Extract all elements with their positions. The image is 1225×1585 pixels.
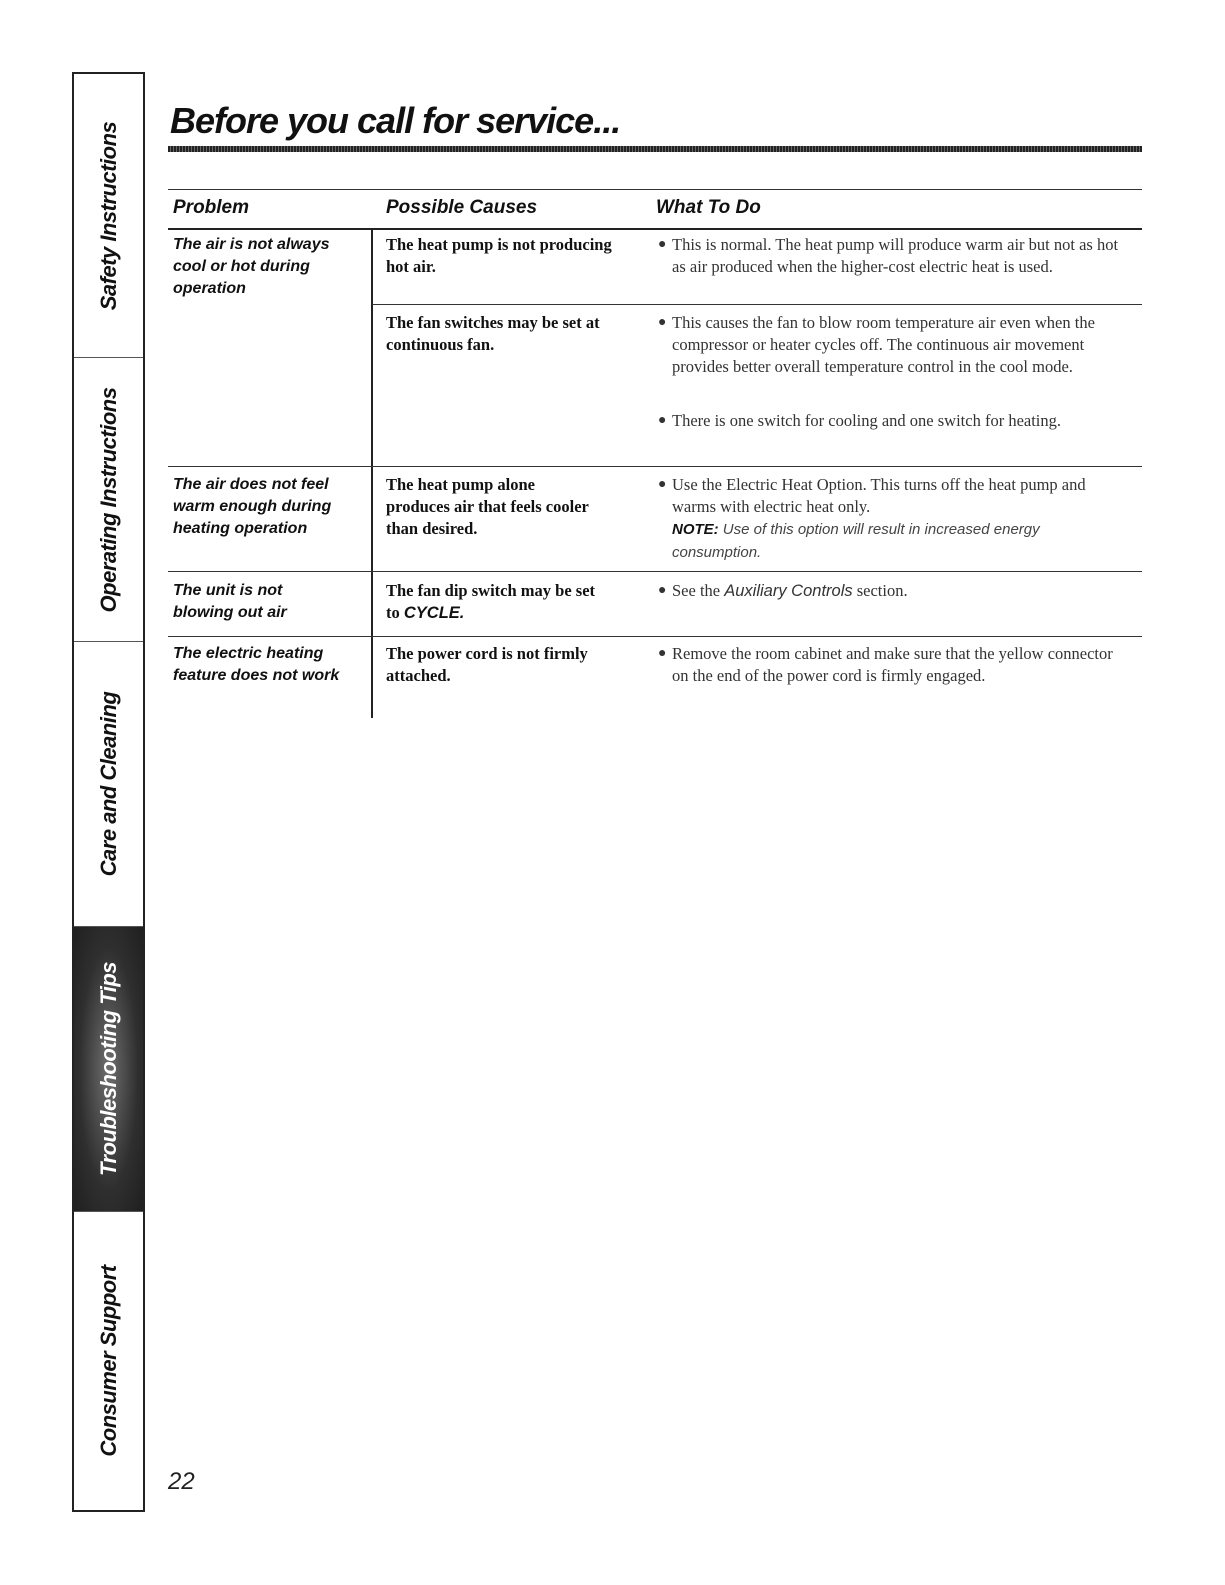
- table-top-rule: [168, 189, 1142, 190]
- cause-text: The power cord is not firmly attached.: [386, 644, 588, 685]
- row-divider: [168, 636, 1142, 637]
- bullet-icon: ●: [658, 237, 667, 252]
- tab-care-and-cleaning[interactable]: [74, 642, 143, 927]
- note-text: Use of this option will result in increased energy consumption.: [672, 521, 1040, 561]
- row-divider: [168, 466, 1142, 467]
- todo-item: [658, 410, 1098, 432]
- bullet-icon: ●: [658, 646, 667, 661]
- tab-label: Troubleshooting Tips: [95, 961, 121, 1177]
- todo-text: Use the Electric Heat Option. This turns off the heat pump and warms with electric heat only.: [672, 475, 1086, 516]
- tab-label: Care and Cleaning: [95, 691, 121, 877]
- column-header-causes: Possible Causes: [386, 197, 538, 218]
- auxiliary-controls-reference: Auxiliary Controls: [724, 582, 853, 600]
- todo-item: [658, 474, 1128, 564]
- tab-label: Consumer Support: [95, 1265, 121, 1457]
- row-divider: [168, 571, 1142, 572]
- tab-label: Operating Instructions: [95, 387, 121, 612]
- todo-item: [658, 643, 1118, 687]
- todo-text: This is normal. The heat pump will produce warm air but not as hot as air produced when the higher-cost electric heat is used.: [672, 235, 1119, 276]
- tab-label: Safety Instructions: [95, 121, 121, 310]
- tab-operating-instructions[interactable]: [74, 358, 143, 642]
- bullet-icon: ●: [658, 413, 667, 428]
- header-rule: [168, 228, 1142, 230]
- todo-text: This causes the fan to blow room temperature air even when the compressor or heater cycles off. The continuous air movement provides better overall temperature control in the cool mode.: [672, 313, 1095, 376]
- cause-text: The fan switches may be set at continuous fan.: [386, 313, 600, 354]
- todo-item: [658, 234, 1128, 278]
- section-tabs: [72, 72, 145, 1512]
- todo-text-suffix: section.: [852, 581, 908, 600]
- tab-safety-instructions[interactable]: [74, 74, 143, 358]
- column-header-problem: Problem: [173, 197, 250, 218]
- problem-text: The air does not feel warm enough during heating operation: [173, 476, 332, 537]
- tab-consumer-support[interactable]: [74, 1212, 143, 1510]
- page-title: Before you call for service...: [170, 100, 621, 141]
- column-divider: [371, 229, 373, 718]
- todo-item: [658, 580, 1128, 602]
- bullet-icon: ●: [658, 583, 667, 598]
- cause-text: [386, 580, 606, 624]
- cause-text: The heat pump is not producing hot air.: [386, 235, 612, 276]
- row-divider: [372, 304, 1142, 305]
- todo-text-prefix: See the: [672, 581, 725, 600]
- column-header-todo: What To Do: [656, 197, 761, 218]
- problem-text: The unit is not blowing out air: [173, 582, 287, 621]
- bullet-icon: ●: [658, 315, 667, 330]
- problem-text: The air is not always cool or hot during operation: [173, 236, 330, 297]
- title-underline: [168, 146, 1142, 152]
- page-number: 22: [168, 1468, 195, 1495]
- cause-text-prefix: The fan dip switch may be set to: [386, 581, 596, 622]
- tab-troubleshooting-tips[interactable]: [74, 927, 143, 1212]
- todo-item: [658, 312, 1128, 378]
- todo-text: Remove the room cabinet and make sure that the yellow connector on the end of the power cord is firmly engaged.: [672, 644, 1113, 685]
- note-label: NOTE:: [672, 521, 719, 538]
- cause-emphasis: CYCLE.: [403, 604, 465, 622]
- todo-text: There is one switch for cooling and one switch for heating.: [672, 411, 1062, 430]
- cause-text: The heat pump alone produces air that feels cooler than desired.: [386, 475, 589, 538]
- bullet-icon: ●: [658, 477, 667, 492]
- problem-text: The electric heating feature does not work: [173, 645, 340, 684]
